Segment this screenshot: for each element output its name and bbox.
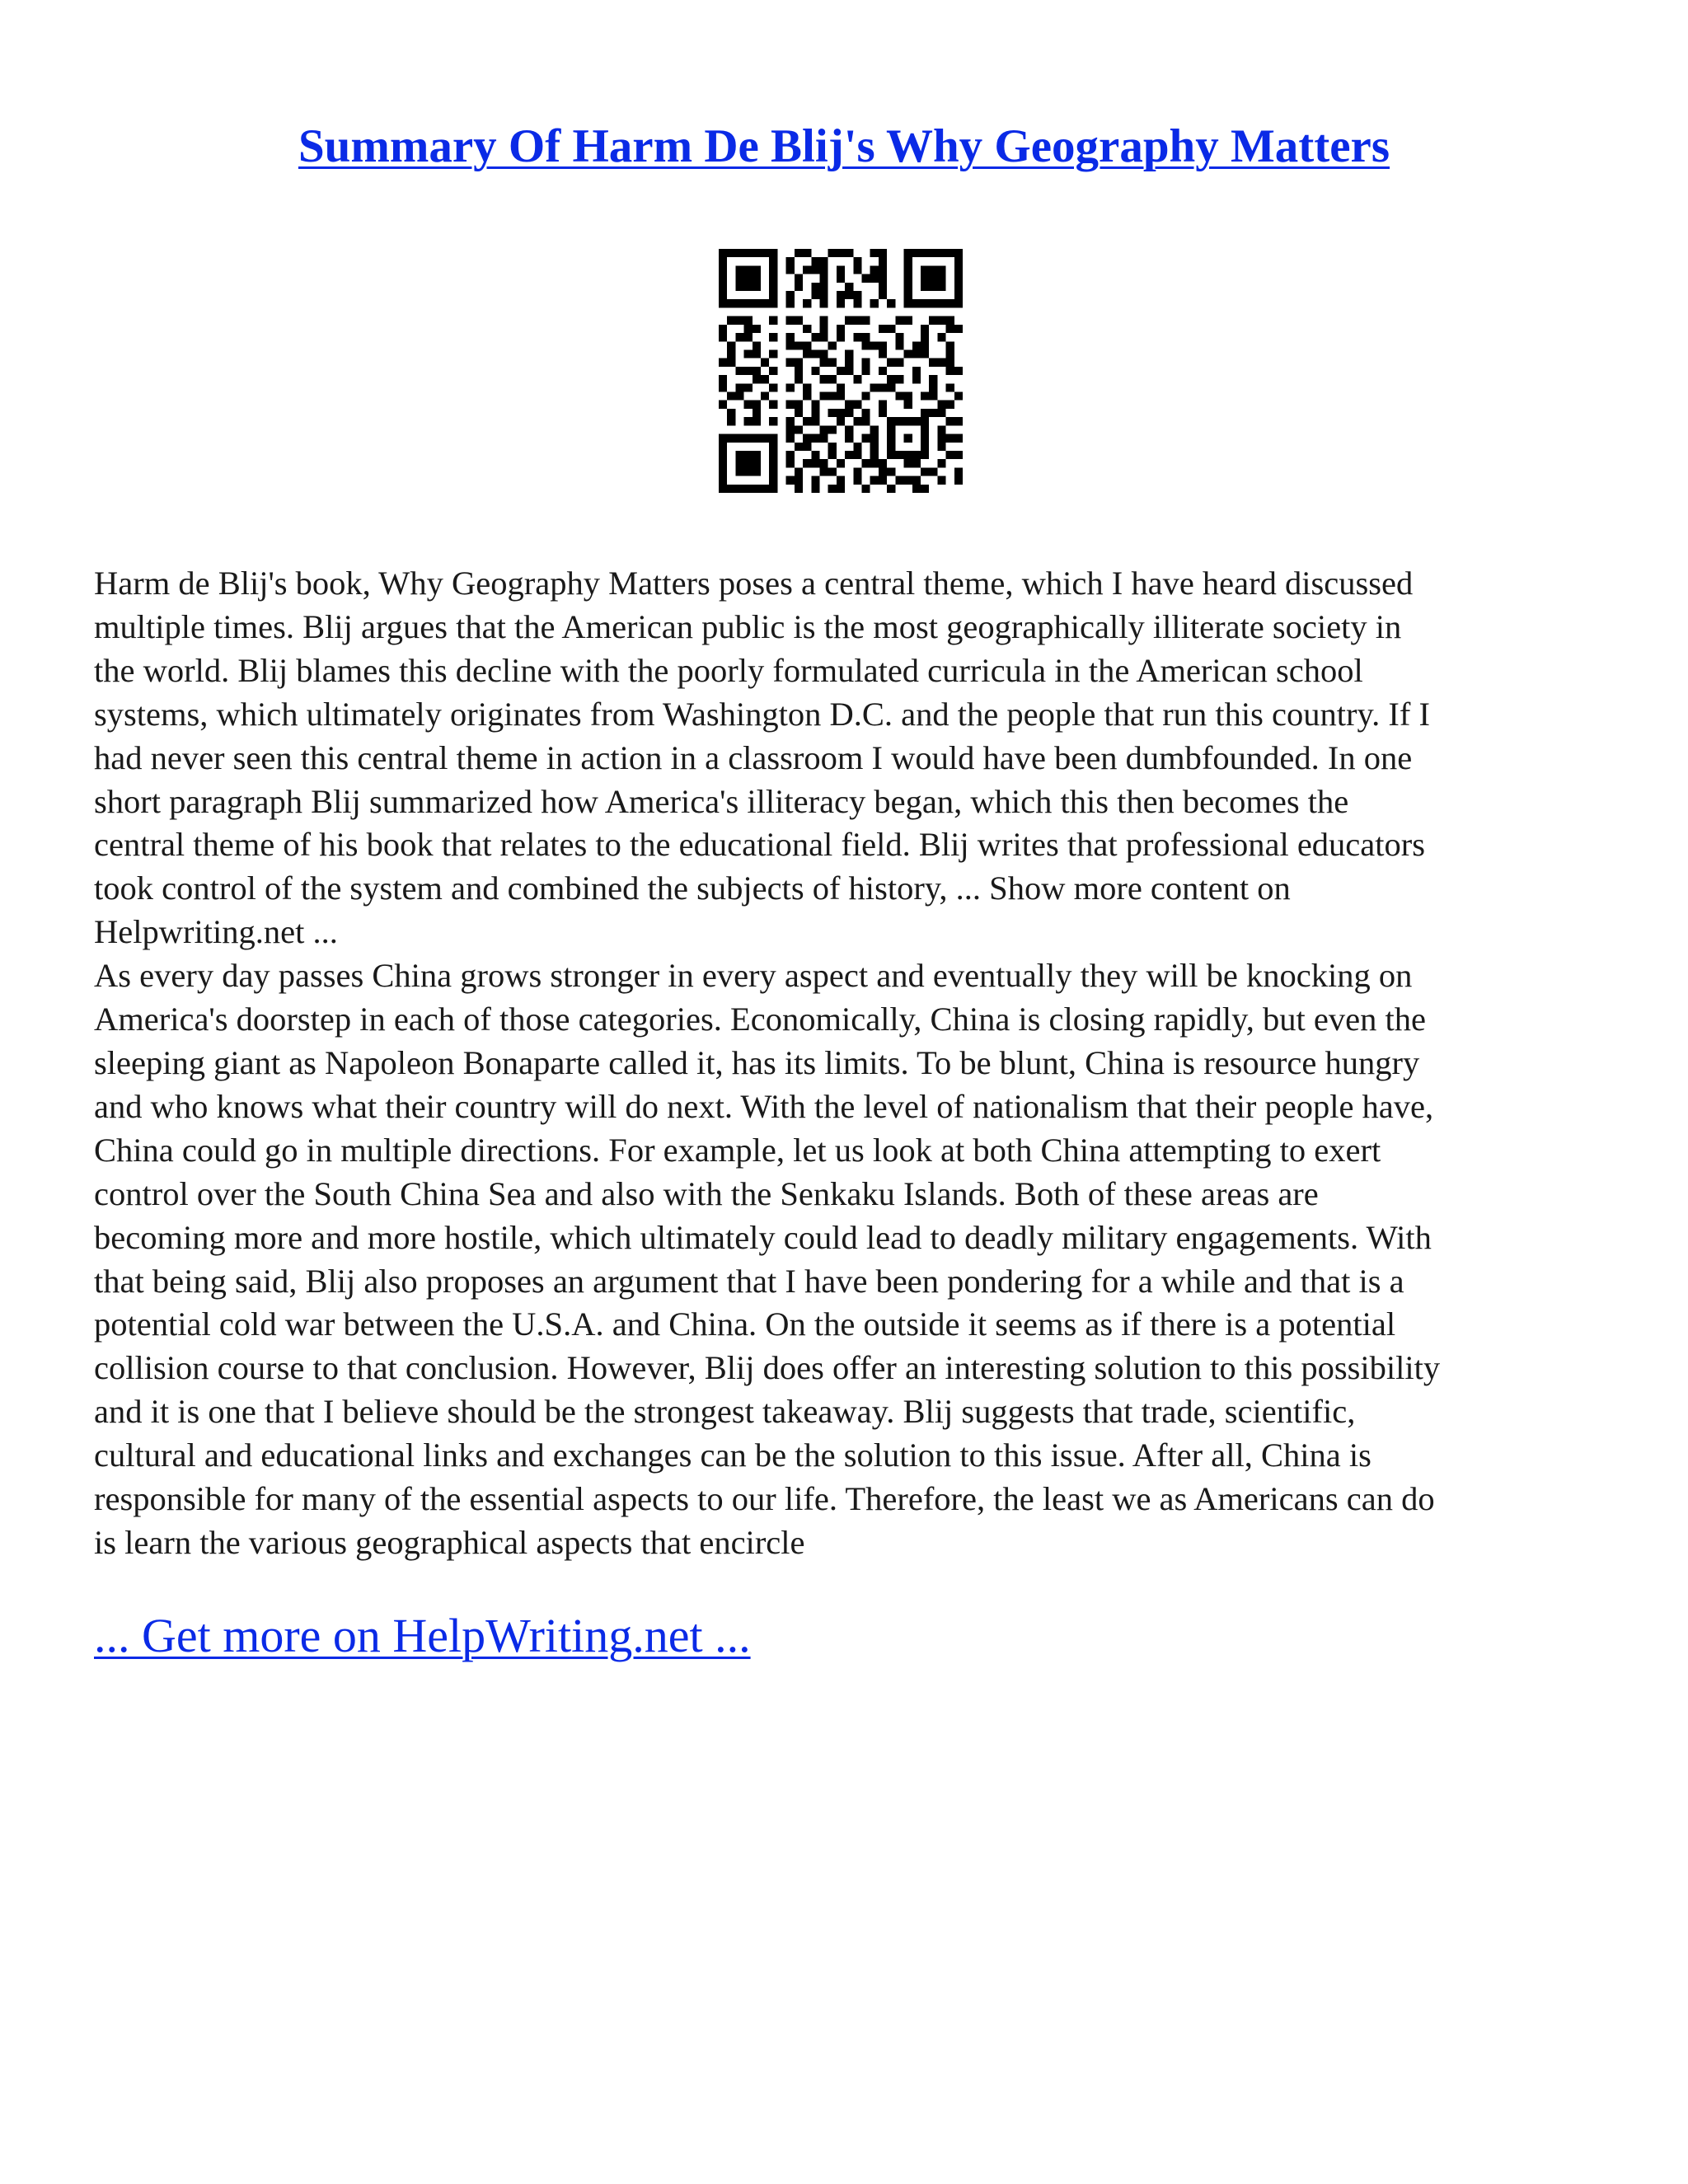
paragraph-1: Harm de Blij's book, Why Geography Matters poses a central theme, which I have heard discussed multiple times. Blij argues that the American public is the most geographically illiterate society in the world. Blij blames this decline with the poorly formulated curricula in the American school systems, which ultimately originates from Washington D.C. and the people that run this country. If I had never seen this central theme in action in a classroom I would have been dumbfounded. In one short paragraph Blij summarized how America's illiteracy began, which this then becomes the central theme of his book that relates to the educational field. Blij writes that professional educators took control of the system and combined the subjects of history, ... Show more content on Helpwriting.net ... (94, 565, 1430, 951)
paragraph-2: As every day passes China grows stronger in every aspect and eventually they will be knocking on America's doorstep in each of those categories. Economically, China is closing rapidly, but even the sleeping giant as Napoleon Bonaparte called it, has its limits. To be blunt, China is resource hungry and who knows what their country will do next. With the level of nationalism that their people have, China could go in multiple directions. For example, let us look at both China attempting to exert control over the South China Sea and also with the Senkaku Islands. Both of these areas are becoming more and more hostile, which ultimately could lead to deadly military engagements. With that being said, Blij also proposes an argument that I have been pondering for a while and that is a potential cold war between the U.S.A. and China. On the outside it seems as if there is a potential collision course to that conclusion. However, Blij does offer an interesting solution to this possibility and it is one that I believe should be the strongest takeaway. Blij suggests that trade, scientific, cultural and educational links and exchanges can be the solution to this issue. After all, China is responsible for many of the essential aspects to our life. Therefore, the least we as Americans can do is learn the various geographical aspects that encircle (94, 957, 1441, 1561)
qr-code-icon (719, 249, 963, 493)
article-body (94, 562, 1602, 1565)
page-title-link[interactable]: Summary Of Harm De Blij's Why Geography Matters (298, 120, 1390, 172)
get-more-link[interactable]: ... Get more on HelpWriting.net ... (94, 1609, 751, 1662)
